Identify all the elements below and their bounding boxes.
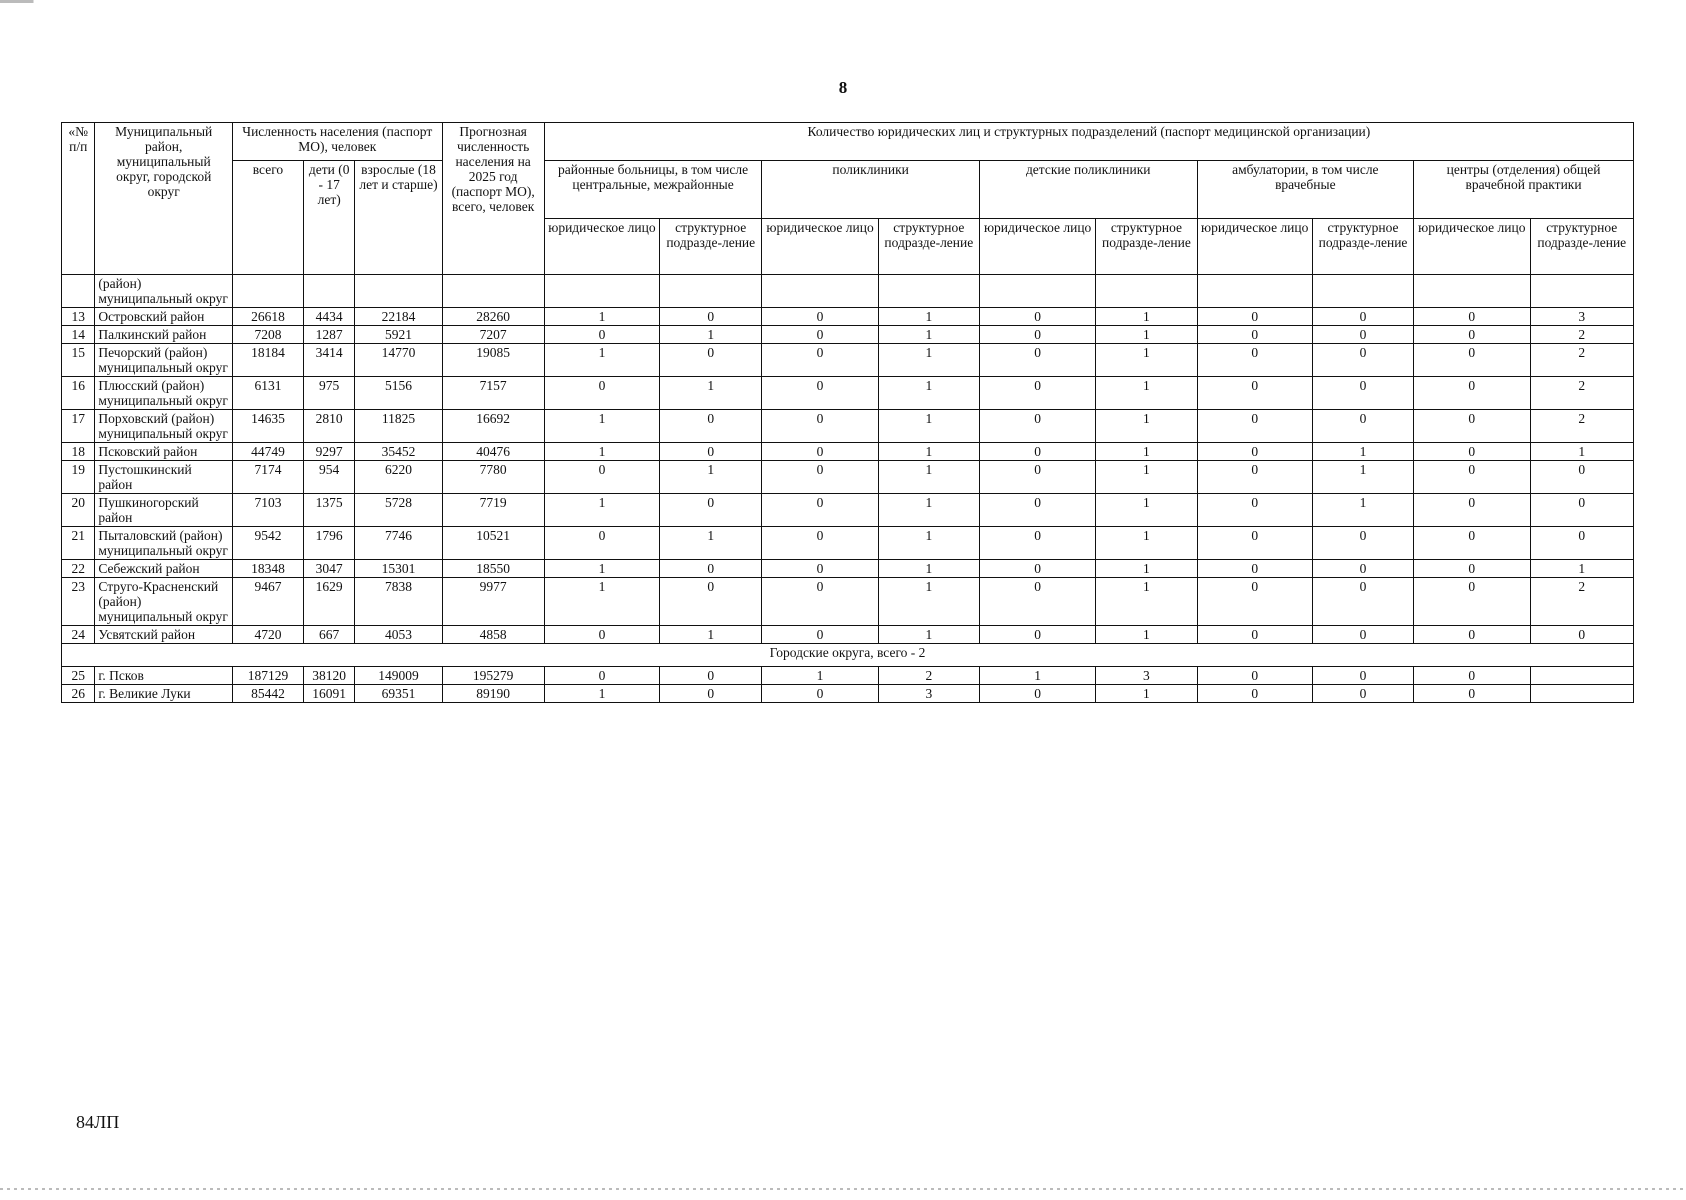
row-number: 22 xyxy=(62,560,95,578)
table-cell: 26618 xyxy=(233,308,304,326)
table-cell: 2810 xyxy=(303,410,355,443)
table-cell: 1 xyxy=(878,377,979,410)
table-cell: 3 xyxy=(1096,667,1197,685)
table-cell: 40476 xyxy=(442,443,544,461)
table-cell: 0 xyxy=(762,410,878,443)
table-cell: 1 xyxy=(660,626,762,644)
header-unit: структурное подразде-ление xyxy=(1096,219,1197,275)
table-row xyxy=(62,344,1634,377)
header-population: Численность населения (паспорт МО), человек xyxy=(233,123,443,161)
table-cell: 0 xyxy=(544,527,659,560)
table-cell: 0 xyxy=(979,578,1095,626)
table-row xyxy=(62,560,1634,578)
header-legal: юридическое лицо xyxy=(1414,219,1530,275)
table-cell: 0 xyxy=(1312,344,1413,377)
table-cell: 0 xyxy=(1530,527,1634,560)
table-cell: 7103 xyxy=(233,494,304,527)
header-pop-total: всего xyxy=(233,161,304,275)
district-name: Пустошкинский район xyxy=(95,461,233,494)
table-cell: 1 xyxy=(878,443,979,461)
table-cell: 1 xyxy=(1096,377,1197,410)
page-number: 8 xyxy=(838,78,848,97)
table-cell: 0 xyxy=(660,667,762,685)
table-cell: 10521 xyxy=(442,527,544,560)
table-cell: 0 xyxy=(1197,326,1312,344)
table-cell xyxy=(1530,275,1634,308)
table-cell xyxy=(303,275,355,308)
table-cell: 0 xyxy=(544,667,659,685)
table-cell: 0 xyxy=(1414,494,1530,527)
table-cell: 0 xyxy=(1414,626,1530,644)
row-number: 16 xyxy=(62,377,95,410)
table-cell: 0 xyxy=(1197,626,1312,644)
table-cell: 1 xyxy=(544,578,659,626)
table-cell: 1629 xyxy=(303,578,355,626)
table-cell: 1 xyxy=(1096,560,1197,578)
table-cell: 2 xyxy=(1530,344,1634,377)
table-cell: 16091 xyxy=(303,685,355,703)
table-row xyxy=(62,275,1634,308)
table-cell: 0 xyxy=(660,410,762,443)
table-cell: 0 xyxy=(762,527,878,560)
table-cell: 7780 xyxy=(442,461,544,494)
table-cell: 0 xyxy=(1312,578,1413,626)
table-cell: 38120 xyxy=(303,667,355,685)
district-name: Пушкиногорский район xyxy=(95,494,233,527)
table-cell: 0 xyxy=(1312,527,1413,560)
table-cell: 0 xyxy=(1414,461,1530,494)
header-group-district-hospitals: районные больницы, в том числе центральные, межрайонные xyxy=(544,161,762,219)
table-cell xyxy=(1414,275,1530,308)
table-cell: 1 xyxy=(1096,326,1197,344)
table-cell: 0 xyxy=(1414,443,1530,461)
table-cell: 1 xyxy=(660,461,762,494)
table-cell: 0 xyxy=(1414,578,1530,626)
table-cell xyxy=(1312,275,1413,308)
table-cell: 1 xyxy=(544,410,659,443)
table-cell: 0 xyxy=(1197,443,1312,461)
table-cell: 1 xyxy=(878,344,979,377)
header-legal: юридическое лицо xyxy=(1197,219,1312,275)
district-name: Пыталовский (район) муниципальный округ xyxy=(95,527,233,560)
header-district: Муниципальный район, муниципальный округ, городской округ xyxy=(95,123,233,275)
table-cell: 69351 xyxy=(355,685,442,703)
table-cell: 1 xyxy=(1530,443,1634,461)
table-cell: 0 xyxy=(1312,626,1413,644)
table-cell: 3 xyxy=(878,685,979,703)
table-cell: 0 xyxy=(660,560,762,578)
table-cell: 85442 xyxy=(233,685,304,703)
header-num: «№ п/п xyxy=(62,123,95,275)
table-cell: 2 xyxy=(878,667,979,685)
table-row xyxy=(62,410,1634,443)
table-row xyxy=(62,626,1634,644)
table-cell: 1 xyxy=(878,527,979,560)
table-cell: 9297 xyxy=(303,443,355,461)
table-cell: 6131 xyxy=(233,377,304,410)
table-cell: 14635 xyxy=(233,410,304,443)
table-cell: 1 xyxy=(544,344,659,377)
district-name: г. Псков xyxy=(95,667,233,685)
table-cell: 18348 xyxy=(233,560,304,578)
table-cell: 0 xyxy=(1197,667,1312,685)
table-cell: 7746 xyxy=(355,527,442,560)
table-cell: 0 xyxy=(1312,667,1413,685)
district-name: г. Великие Луки xyxy=(95,685,233,703)
header-group-children-polyclinics: детские поликлиники xyxy=(979,161,1197,219)
table-cell: 0 xyxy=(979,527,1095,560)
row-number: 23 xyxy=(62,578,95,626)
table-cell: 14770 xyxy=(355,344,442,377)
table-cell: 4858 xyxy=(442,626,544,644)
table-cell: 0 xyxy=(660,344,762,377)
table-cell: 195279 xyxy=(442,667,544,685)
table-cell: 0 xyxy=(1197,685,1312,703)
table-cell: 0 xyxy=(979,461,1095,494)
table-cell: 6220 xyxy=(355,461,442,494)
table-cell: 1 xyxy=(1096,344,1197,377)
district-name: Усвятский район xyxy=(95,626,233,644)
table-cell: 44749 xyxy=(233,443,304,461)
table-cell: 0 xyxy=(660,308,762,326)
table-cell: 0 xyxy=(979,308,1095,326)
city-rows xyxy=(62,667,1634,703)
table-row xyxy=(62,326,1634,344)
table-row xyxy=(62,377,1634,410)
row-number: 20 xyxy=(62,494,95,527)
table-cell: 0 xyxy=(762,685,878,703)
table-cell: 1 xyxy=(1096,527,1197,560)
table-cell: 0 xyxy=(762,443,878,461)
header-legal: юридическое лицо xyxy=(762,219,878,275)
table-cell: 0 xyxy=(1414,308,1530,326)
table-cell xyxy=(762,275,878,308)
table-cell: 0 xyxy=(1414,326,1530,344)
table-cell: 4720 xyxy=(233,626,304,644)
table-cell: 0 xyxy=(1530,626,1634,644)
table-cell: 15301 xyxy=(355,560,442,578)
table-cell: 19085 xyxy=(442,344,544,377)
table-cell: 0 xyxy=(979,377,1095,410)
table-cell: 1796 xyxy=(303,527,355,560)
table-cell xyxy=(1530,667,1634,685)
table-cell: 1 xyxy=(878,494,979,527)
table-cell: 1 xyxy=(1096,685,1197,703)
row-number: 19 xyxy=(62,461,95,494)
header-unit: структурное подразде-ление xyxy=(660,219,762,275)
table-cell xyxy=(442,275,544,308)
table-cell: 1287 xyxy=(303,326,355,344)
table-cell: 0 xyxy=(979,443,1095,461)
table-cell: 0 xyxy=(660,494,762,527)
table-cell: 0 xyxy=(979,685,1095,703)
district-name: Себежский район xyxy=(95,560,233,578)
table-cell: 18550 xyxy=(442,560,544,578)
table-cell: 3047 xyxy=(303,560,355,578)
section-title: Городские округа, всего - 2 xyxy=(62,644,1634,667)
table-cell xyxy=(1096,275,1197,308)
table-cell: 0 xyxy=(1414,667,1530,685)
city-section xyxy=(62,644,1634,667)
table-cell xyxy=(355,275,442,308)
table-cell: 0 xyxy=(544,626,659,644)
table-cell: 0 xyxy=(1197,308,1312,326)
table-cell: 0 xyxy=(1530,461,1634,494)
district-name: (район) муниципальный округ xyxy=(95,275,233,308)
table-cell: 5728 xyxy=(355,494,442,527)
district-name: Печорский (район) муниципальный округ xyxy=(95,344,233,377)
table-cell xyxy=(979,275,1095,308)
table-cell: 0 xyxy=(1197,494,1312,527)
table-cell: 0 xyxy=(1312,308,1413,326)
table-cell: 0 xyxy=(1197,461,1312,494)
table-row xyxy=(62,308,1634,326)
row-number: 18 xyxy=(62,443,95,461)
table-cell: 1 xyxy=(1096,410,1197,443)
table-cell: 1 xyxy=(544,560,659,578)
table-row xyxy=(62,667,1634,685)
table-cell: 2 xyxy=(1530,326,1634,344)
table-cell: 0 xyxy=(979,560,1095,578)
table-cell xyxy=(660,275,762,308)
table-cell: 4053 xyxy=(355,626,442,644)
table-row xyxy=(62,527,1634,560)
table-cell: 0 xyxy=(1312,326,1413,344)
table-cell xyxy=(878,275,979,308)
table-cell: 0 xyxy=(979,344,1095,377)
table-row xyxy=(62,494,1634,527)
table-cell: 18184 xyxy=(233,344,304,377)
table-cell: 0 xyxy=(762,560,878,578)
table-cell: 0 xyxy=(1530,494,1634,527)
table-cell: 1 xyxy=(1312,443,1413,461)
table-cell: 28260 xyxy=(442,308,544,326)
table-cell: 0 xyxy=(660,443,762,461)
table-cell: 1 xyxy=(660,326,762,344)
district-rows xyxy=(62,275,1634,644)
table-cell: 1 xyxy=(1096,461,1197,494)
table-cell: 0 xyxy=(979,326,1095,344)
table-cell: 1 xyxy=(1530,560,1634,578)
table-cell: 1375 xyxy=(303,494,355,527)
table-cell: 0 xyxy=(762,578,878,626)
table-cell: 0 xyxy=(544,326,659,344)
header-pop-children: дети (0 - 17 лет) xyxy=(303,161,355,275)
table-cell: 5156 xyxy=(355,377,442,410)
table-cell: 1 xyxy=(878,578,979,626)
document-code: 84ЛП xyxy=(76,1112,120,1132)
table-cell: 1 xyxy=(544,685,659,703)
row-number: 25 xyxy=(62,667,95,685)
table-cell: 1 xyxy=(544,494,659,527)
table-cell: 0 xyxy=(762,344,878,377)
table-row xyxy=(62,685,1634,703)
table-row xyxy=(62,578,1634,626)
table-cell: 0 xyxy=(1312,685,1413,703)
district-name: Порховский (район) муниципальный округ xyxy=(95,410,233,443)
table-cell: 0 xyxy=(762,626,878,644)
table-cell: 1 xyxy=(762,667,878,685)
header-group-ambulatories: амбулатории, в том числе врачебные xyxy=(1197,161,1414,219)
header-unit: структурное подразде-ление xyxy=(1312,219,1413,275)
table-cell: 1 xyxy=(979,667,1095,685)
table-cell: 954 xyxy=(303,461,355,494)
table-cell: 11825 xyxy=(355,410,442,443)
table-cell: 0 xyxy=(1414,377,1530,410)
table-cell: 0 xyxy=(1312,377,1413,410)
header-legal: юридическое лицо xyxy=(544,219,659,275)
table-cell: 1 xyxy=(1096,578,1197,626)
header-group-gp-centers: центры (отделения) общей врачебной практики xyxy=(1414,161,1634,219)
header-entities: Количество юридических лиц и структурных подразделений (паспорт медицинской организации) xyxy=(544,123,1633,161)
table-cell: 0 xyxy=(979,410,1095,443)
table-cell: 0 xyxy=(979,626,1095,644)
row-number: 13 xyxy=(62,308,95,326)
table-cell: 0 xyxy=(1197,410,1312,443)
header-pop-adults: взрослые (18 лет и старше) xyxy=(355,161,442,275)
table-cell: 1 xyxy=(878,410,979,443)
table-cell: 9977 xyxy=(442,578,544,626)
district-name: Палкинский район xyxy=(95,326,233,344)
scan-edge-bottom xyxy=(0,1188,1686,1190)
table-cell: 7207 xyxy=(442,326,544,344)
header-legal: юридическое лицо xyxy=(979,219,1095,275)
table-cell: 1 xyxy=(1096,308,1197,326)
table-cell: 9467 xyxy=(233,578,304,626)
row-number: 15 xyxy=(62,344,95,377)
table-cell: 3414 xyxy=(303,344,355,377)
table-cell: 1 xyxy=(1312,461,1413,494)
table-cell: 0 xyxy=(1197,560,1312,578)
table-cell: 1 xyxy=(1096,443,1197,461)
table-cell: 0 xyxy=(1414,410,1530,443)
district-name: Псковский район xyxy=(95,443,233,461)
header-group-polyclinics: поликлиники xyxy=(762,161,980,219)
table-cell: 0 xyxy=(660,578,762,626)
row-number: 26 xyxy=(62,685,95,703)
table-cell: 0 xyxy=(979,494,1095,527)
row-number xyxy=(62,275,95,308)
table-cell: 0 xyxy=(762,326,878,344)
table-cell: 1 xyxy=(544,443,659,461)
table-cell: 0 xyxy=(1197,377,1312,410)
table-cell: 7719 xyxy=(442,494,544,527)
table-cell: 9542 xyxy=(233,527,304,560)
table-cell: 0 xyxy=(660,685,762,703)
table-cell: 0 xyxy=(762,377,878,410)
table-row xyxy=(62,443,1634,461)
table-cell: 7157 xyxy=(442,377,544,410)
table-cell xyxy=(233,275,304,308)
table-cell: 1 xyxy=(1096,626,1197,644)
table-cell: 1 xyxy=(660,377,762,410)
table-cell: 0 xyxy=(1197,344,1312,377)
table-cell: 0 xyxy=(1414,344,1530,377)
table-cell: 7174 xyxy=(233,461,304,494)
row-number: 17 xyxy=(62,410,95,443)
table-cell: 0 xyxy=(1197,527,1312,560)
table-cell: 7208 xyxy=(233,326,304,344)
table-cell: 149009 xyxy=(355,667,442,685)
table-cell: 0 xyxy=(1312,410,1413,443)
table-cell: 0 xyxy=(1414,527,1530,560)
scan-edge-top xyxy=(0,0,1686,3)
table-cell: 1 xyxy=(660,527,762,560)
table-cell: 5921 xyxy=(355,326,442,344)
table-cell: 2 xyxy=(1530,377,1634,410)
table-cell: 0 xyxy=(762,461,878,494)
table-cell: 3 xyxy=(1530,308,1634,326)
table-cell: 1 xyxy=(1096,494,1197,527)
table-row xyxy=(62,461,1634,494)
row-number: 24 xyxy=(62,626,95,644)
table-cell: 975 xyxy=(303,377,355,410)
district-name: Островский район xyxy=(95,308,233,326)
table-cell: 667 xyxy=(303,626,355,644)
medical-organizations-table xyxy=(61,122,1634,703)
row-number: 21 xyxy=(62,527,95,560)
table-cell: 1 xyxy=(878,560,979,578)
table-cell: 7838 xyxy=(355,578,442,626)
table-cell: 0 xyxy=(544,461,659,494)
table-cell: 1 xyxy=(544,308,659,326)
table-cell: 89190 xyxy=(442,685,544,703)
table-cell: 0 xyxy=(1197,578,1312,626)
table-cell: 2 xyxy=(1530,578,1634,626)
table-cell xyxy=(1530,685,1634,703)
table-cell: 16692 xyxy=(442,410,544,443)
table-cell: 1 xyxy=(878,326,979,344)
table-cell: 22184 xyxy=(355,308,442,326)
header-unit: структурное подразде-ление xyxy=(1530,219,1634,275)
district-name: Струго-Красненский (район) муниципальный округ xyxy=(95,578,233,626)
table-cell: 1 xyxy=(878,461,979,494)
table-cell: 0 xyxy=(762,494,878,527)
table-cell: 4434 xyxy=(303,308,355,326)
table-cell: 0 xyxy=(1312,560,1413,578)
table-cell: 2 xyxy=(1530,410,1634,443)
table-cell: 35452 xyxy=(355,443,442,461)
table-cell: 1 xyxy=(1312,494,1413,527)
header-unit: структурное подразде-ление xyxy=(878,219,979,275)
table-cell: 1 xyxy=(878,308,979,326)
table-cell: 0 xyxy=(1414,685,1530,703)
table-cell: 0 xyxy=(1414,560,1530,578)
table-cell: 0 xyxy=(544,377,659,410)
district-name: Плюсский (район) муниципальный округ xyxy=(95,377,233,410)
table-cell: 187129 xyxy=(233,667,304,685)
table-cell xyxy=(544,275,659,308)
header-forecast: Прогнозная численность населения на 2025 год (паспорт МО), всего, человек xyxy=(442,123,544,275)
table-cell: 1 xyxy=(878,626,979,644)
table-cell: 0 xyxy=(762,308,878,326)
row-number: 14 xyxy=(62,326,95,344)
table-cell xyxy=(1197,275,1312,308)
